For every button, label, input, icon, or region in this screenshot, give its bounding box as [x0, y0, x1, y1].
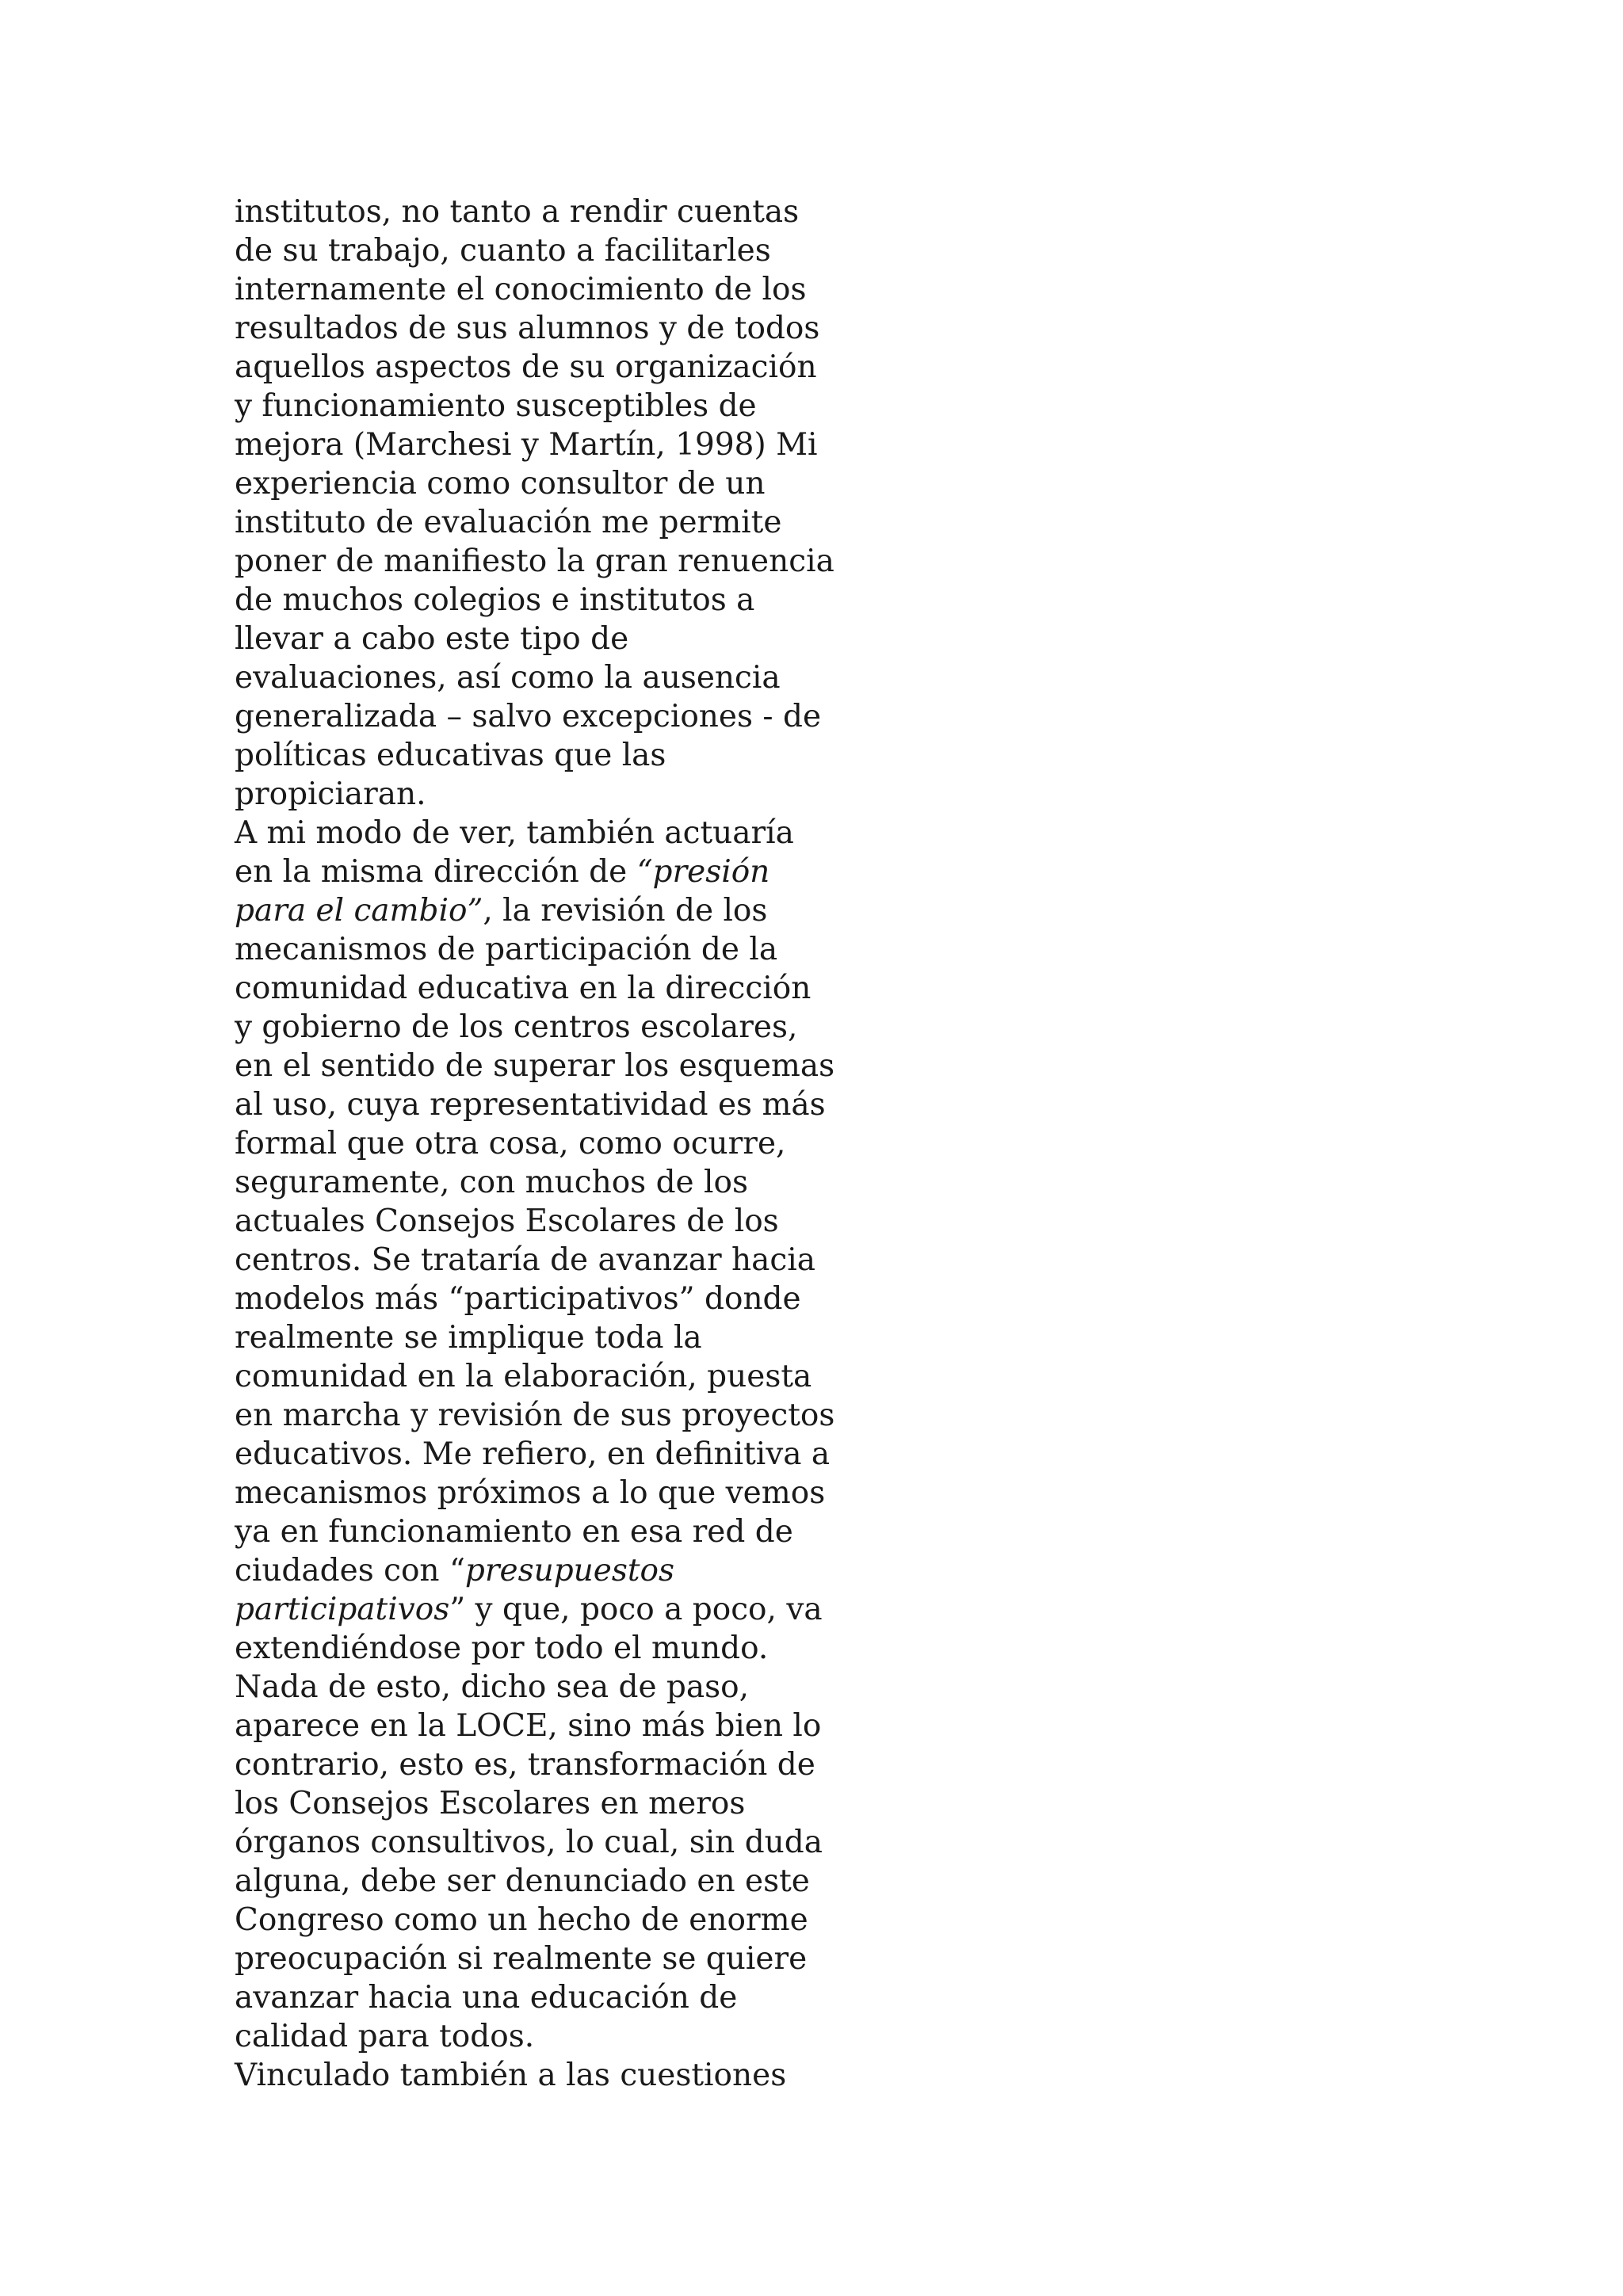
text-segment: comunidad en la elaboración, puesta — [235, 1359, 812, 1394]
text-segment: A mi modo de ver, también actuaría — [235, 815, 794, 851]
text-segment: alguna, debe ser denunciado en este — [235, 1863, 810, 1899]
text-line — [235, 1202, 948, 1241]
text-line — [235, 658, 948, 697]
text-line — [235, 1047, 948, 1085]
text-line — [235, 464, 948, 503]
text-segment: internamente el conocimiento de los — [235, 272, 807, 307]
text-line — [235, 348, 948, 387]
text-segment: Nada de esto, dicho sea de paso, — [235, 1669, 750, 1705]
text-line — [235, 1357, 948, 1396]
text-segment: órganos consultivos, lo cual, sin duda — [235, 1825, 823, 1860]
text-line — [235, 1862, 948, 1901]
text-segment: llevar a cabo este tipo de — [235, 621, 629, 657]
text-segment: , la revisión de los — [483, 893, 768, 929]
text-line — [235, 891, 948, 930]
text-segment: aquellos aspectos de su organización — [235, 349, 817, 385]
text-segment: los Consejos Escolares en meros — [235, 1786, 746, 1821]
text-line — [235, 1901, 948, 1939]
text-line — [235, 1939, 948, 1978]
text-line — [235, 1629, 948, 1668]
text-line — [235, 581, 948, 620]
text-line — [235, 1280, 948, 1318]
text-line — [235, 1008, 948, 1047]
text-segment: en marcha y revisión de sus proyectos — [235, 1398, 835, 1433]
text-line — [235, 1784, 948, 1823]
text-segment: mejora (Marchesi y Martín, 1998) Mi — [235, 427, 818, 463]
text-line — [235, 1085, 948, 1124]
text-line — [235, 736, 948, 775]
text-line — [235, 270, 948, 309]
text-segment: realmente se implique toda la — [235, 1320, 702, 1356]
text-line — [235, 852, 948, 891]
text-line — [235, 1823, 948, 1862]
text-segment: ” y que, poco a poco, va — [449, 1592, 823, 1627]
text-line — [235, 1551, 948, 1590]
text-segment: ciudades con “ — [235, 1553, 465, 1589]
text-line — [235, 1707, 948, 1745]
text-segment: seguramente, con muchos de los — [235, 1165, 748, 1200]
italic-text-segment: “presión — [636, 854, 770, 890]
text-segment: y funcionamiento susceptibles de — [235, 388, 757, 424]
text-line — [235, 309, 948, 348]
text-segment: mecanismos próximos a lo que vemos — [235, 1475, 826, 1511]
text-segment: formal que otra cosa, como ocurre, — [235, 1126, 786, 1161]
text-line — [235, 775, 948, 814]
text-line — [235, 1241, 948, 1280]
text-line — [235, 1435, 948, 1474]
text-segment: aparece en la LOCE, sino más bien lo — [235, 1708, 822, 1744]
italic-text-segment: participativos — [235, 1592, 450, 1627]
text-segment: preocupación si realmente se quiere — [235, 1941, 808, 1977]
text-segment: mecanismos de participación de la — [235, 932, 778, 967]
text-segment: evaluaciones, así como la ausencia — [235, 660, 781, 696]
text-line — [235, 1512, 948, 1551]
text-segment: ya en funcionamiento en esa red de — [235, 1514, 793, 1550]
body-text — [235, 193, 948, 2095]
text-segment: resultados de sus alumnos y de todos — [235, 311, 820, 346]
text-segment: en la misma dirección de — [235, 854, 637, 890]
text-line — [235, 1474, 948, 1512]
text-segment: actuales Consejos Escolares de los — [235, 1203, 779, 1239]
text-line — [235, 814, 948, 852]
text-line — [235, 1590, 948, 1629]
text-segment: y gobierno de los centros escolares, — [235, 1009, 798, 1045]
text-segment: institutos, no tanto a rendir cuentas — [235, 194, 800, 230]
text-line — [235, 425, 948, 464]
text-segment: contrario, esto es, transformación de — [235, 1747, 815, 1783]
text-line — [235, 620, 948, 658]
text-segment: de muchos colegios e institutos a — [235, 582, 755, 618]
text-segment: comunidad educativa en la dirección — [235, 971, 812, 1006]
text-segment: en el sentido de superar los esquemas — [235, 1048, 835, 1084]
text-line — [235, 1668, 948, 1707]
text-line — [235, 930, 948, 969]
text-segment: centros. Se trataría de avanzar hacia — [235, 1242, 815, 1278]
text-segment: Vinculado también a las cuestiones — [235, 2058, 787, 2093]
text-line — [235, 1396, 948, 1435]
text-segment: extendiéndose por todo el mundo. — [235, 1630, 769, 1666]
italic-text-segment: para el cambio” — [235, 893, 483, 929]
text-segment: avanzar hacia una educación de — [235, 1980, 738, 2016]
text-segment: al uso, cuya representatividad es más — [235, 1087, 826, 1123]
italic-text-segment: presupuestos — [464, 1553, 675, 1589]
text-segment: generalizada – salvo excepciones - de — [235, 699, 822, 734]
text-line — [235, 387, 948, 425]
text-segment: políticas educativas que las — [235, 738, 666, 773]
text-line — [235, 193, 948, 231]
text-segment: propiciaran. — [235, 776, 426, 812]
text-segment: educativos. Me refiero, en definitiva a — [235, 1436, 831, 1472]
text-line — [235, 2056, 948, 2095]
text-line — [235, 1978, 948, 2017]
text-line — [235, 1124, 948, 1163]
text-segment: instituto de evaluación me permite — [235, 505, 782, 540]
text-segment: poner de manifiesto la gran renuencia — [235, 543, 834, 579]
text-segment: experiencia como consultor de un — [235, 466, 766, 502]
text-segment: Congreso como un hecho de enorme — [235, 1902, 808, 1938]
text-line — [235, 1163, 948, 1202]
text-line — [235, 1318, 948, 1357]
text-line — [235, 1745, 948, 1784]
text-line — [235, 542, 948, 581]
text-segment: de su trabajo, cuanto a facilitarles — [235, 233, 771, 269]
text-line — [235, 969, 948, 1008]
text-segment: calidad para todos. — [235, 2019, 535, 2054]
text-segment: modelos más “participativos” donde — [235, 1281, 801, 1317]
text-line — [235, 2017, 948, 2056]
text-line — [235, 503, 948, 542]
text-line — [235, 231, 948, 270]
text-line — [235, 697, 948, 736]
